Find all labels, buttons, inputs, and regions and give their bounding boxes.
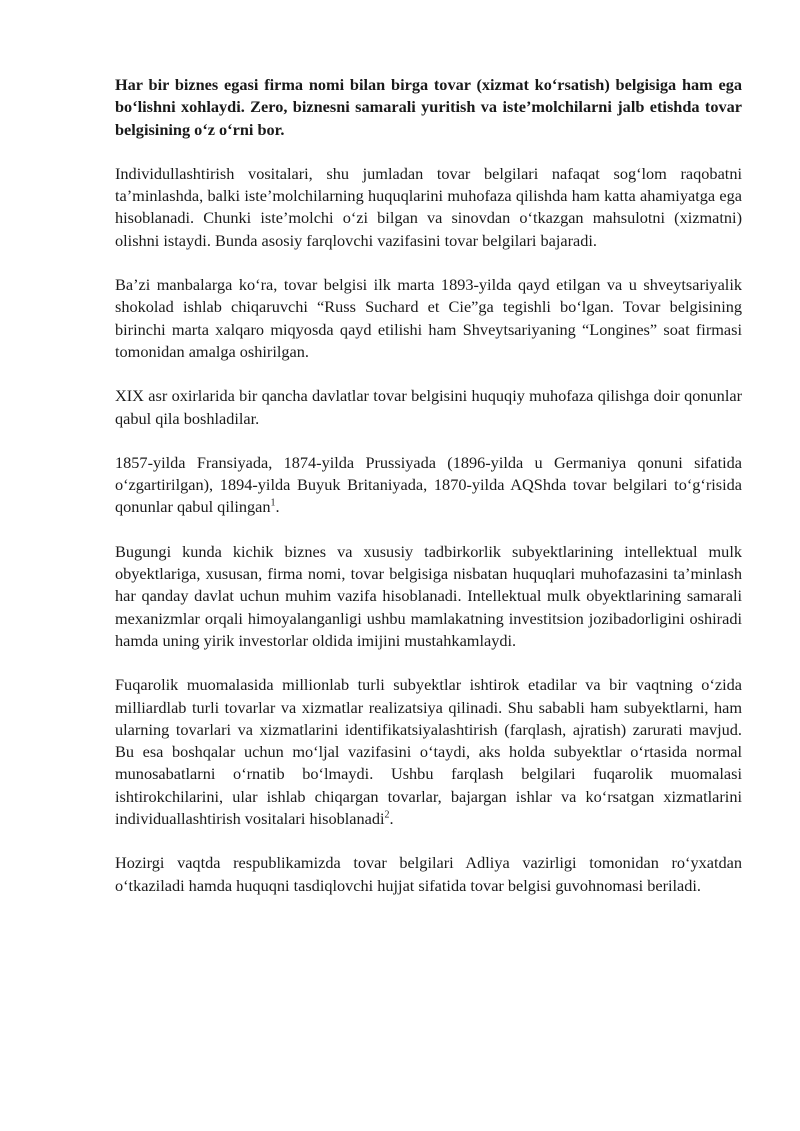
paragraph-laws-dates-end: .	[275, 497, 280, 517]
paragraph-first-trademark-rest: shokolad ishlab chiqaruvchi “Russ Suchard et Cie”ga tegishli bo‘lgan. Tovar belgisining birinchi marta xalqaro miqyosda qayd etilishi ham Shveytsariyaning “Longines” soat firmasi tomonidan amalga oshirilgan.	[115, 297, 742, 361]
paragraph-civil-circulation-end: .	[389, 809, 394, 829]
paragraph-civil-circulation-text: Fuqarolik muomalasida millionlab turli subyektlar ishtirok etadilar va bir vaqtning o‘zida milliardlab turli tovarlar va xizmatlar realizatsiya qilinadi. Shu sababli ham subyektlarni, ham ularning tovarlari va xizmatlarini identifikatsiyalashtirish (farqlash, ajratish) zarurati mavjud. Bu esa boshqalar uchun mo‘ljal vazifasini o‘taydi, aks holda subyektlar o‘rtasida normal munosabatlarni o‘rnatib bo‘lmaydi. Ushbu farqlash belgilari fuqarolik muomalasi ishtirokchilarini, ular ishlab chiqargan tovarlar, bajargan ishlar va ko‘rsatgan xizmatlarini individuallashtirish vositalari hisoblanadi	[115, 675, 742, 829]
lead-paragraph: Har bir biznes egasi firma nomi bilan birga tovar (xizmat ko‘rsatish) belgisiga ham ega bo‘lishni xohlaydi. Zero, biznesni samarali yuritish va iste’molchilarni jalb etishda tovar belgisining o‘z o‘rni bor.	[115, 75, 742, 139]
footnote-ref-2[interactable]: 2	[384, 809, 390, 821]
paragraph-civil-circulation	[115, 674, 742, 830]
paragraph-small-business: Bugungi kunda kichik biznes va xususiy tadbirkorlik subyektlarining intellektual mulk obyektlariga, xususan, firma nomi, tovar belgisiga nisbatan huquqlari muhofazasini ta’minlash har qanday davlat uchun muhim vazifa hisoblanadi. Intellektual mulk obyektlarining samarali mexanizmlar orqali himoyalanganligi ushbu mamlakatning investitsion jozibadorligini oshiradi hamda uning yirik investorlar oldida imijini mustahkamlaydi.	[115, 541, 742, 650]
paragraph-laws-dates-text: 1857-yilda Fransiyada, 1874-yilda Prussiyada (1896-yilda u Germaniya qonuni sifatida o‘zgartirilgan), 1894-yilda Buyuk Britaniyada, 1870-yilda AQShda tovar belgilari to‘g‘risida qonunlar qabul qilingan	[115, 452, 742, 517]
paragraph-laws-dates	[115, 452, 742, 519]
footnote-ref-1[interactable]: 1	[270, 498, 276, 510]
paragraph-first-trademark	[115, 274, 742, 363]
paragraph-first-trademark-line1: Ba’zi manbalarga ko‘ra, tovar belgisi ilk marta 1893-yilda qayd etilgan va u shveytsariyalik	[115, 275, 742, 295]
paragraph-xix-century: XIX asr oxirlarida bir qancha davlatlar tovar belgisini huquqiy muhofaza qilishga doir qonunlar qabul qila boshladilar.	[115, 386, 742, 428]
paragraph-individualization: Individullashtirish vositalari, shu jumladan tovar belgilari nafaqat sog‘lom raqobatni ta’minlashda, balki iste’molchilarning huquqlarini muhofaza qilishda ham katta ahamiyatga ega hisoblanadi. Chunki iste’molchi o‘zi bilgan va sinovdan o‘tkazgan mahsulotni (xizmatni) olishni istaydi. Bunda asosiy farqlovchi vazifasini tovar belgilari bajaradi.	[115, 163, 742, 250]
document-page	[115, 74, 742, 919]
paragraph-registration: Hozirgi vaqtda respublikamizda tovar belgilari Adliya vazirligi tomonidan ro‘yxatdan o‘tkaziladi hamda huquqni tasdiqlovchi hujjat sifatida tovar belgisi guvohnomasi beriladi.	[115, 853, 742, 895]
